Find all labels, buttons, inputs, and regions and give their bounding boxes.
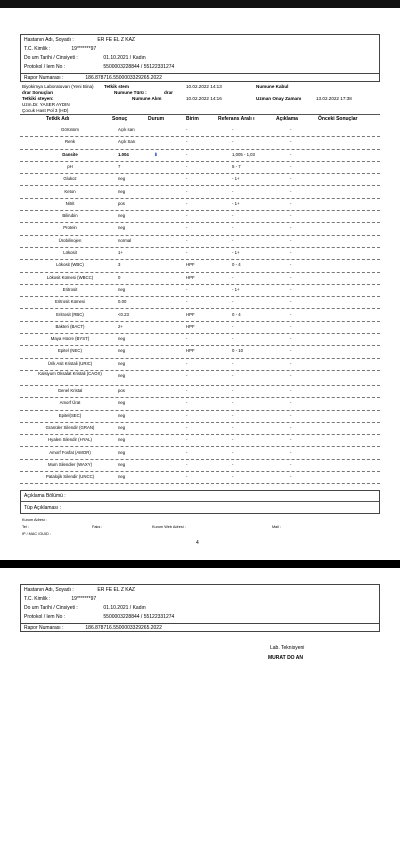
test-result: neg — [118, 461, 126, 467]
table-row — [20, 173, 380, 186]
approval-date: 13.02.2022 17:38 — [316, 96, 352, 101]
test-note: - — [290, 225, 292, 231]
table-row — [20, 161, 380, 174]
table-row — [20, 247, 380, 260]
test-unit: - — [186, 412, 188, 418]
sample-taken-date: 10.02.2022 14:16 — [186, 96, 222, 101]
test-note: - — [290, 461, 292, 467]
test-result: neg — [118, 437, 126, 443]
table-row — [20, 272, 380, 285]
test-note: - — [290, 348, 292, 354]
protocol-value-2: 5500003228844 / 55122331274 — [103, 614, 175, 620]
test-unit: - — [186, 449, 188, 455]
reference-range: - 1+ — [232, 200, 240, 206]
reference-range: - — [232, 461, 234, 467]
test-note: - — [290, 274, 292, 280]
test-note: - — [290, 188, 292, 194]
tetkik-label: Tetkik stem — [104, 84, 129, 89]
patient-info-box-2 — [20, 584, 380, 624]
test-note: - — [290, 373, 292, 378]
test-name: Eritrosit Kümesi — [54, 299, 86, 305]
test-unit: - — [186, 461, 188, 467]
reference-range: 0 - 10 — [232, 348, 243, 354]
test-name: Dansite — [62, 151, 78, 157]
explanation-label: Açıklama Bölümü : — [24, 493, 66, 499]
test-name: Keton — [64, 188, 76, 194]
reference-range: - 1+ — [232, 176, 240, 182]
mail-label: Mail : — [272, 525, 282, 529]
test-unit: HPF — [186, 348, 195, 354]
tube-label: Tüp Açıklaması : — [24, 505, 61, 511]
test-result: 7 — [118, 163, 121, 169]
test-name: Görünüm — [61, 127, 79, 132]
test-result: 1.004 — [118, 151, 129, 157]
web-label: Kurum Web Adresi : — [152, 525, 186, 529]
test-result: neg — [118, 348, 126, 354]
test-name: Nitrit — [65, 200, 75, 206]
technician-title: Lab. Teknisyeni — [270, 645, 305, 651]
test-name: Mum Silendier (WAXY) — [47, 461, 92, 467]
table-row — [20, 149, 380, 162]
test-note: - — [290, 139, 292, 145]
test-result: neg — [118, 373, 126, 378]
test-note: - — [290, 336, 292, 342]
test-result: neg — [118, 360, 126, 366]
report-number: 186.878716.5500003329265.2022 — [85, 75, 162, 81]
test-result: neg — [118, 286, 126, 292]
test-note: - — [290, 388, 292, 393]
table-row — [20, 210, 380, 223]
test-note: - — [290, 163, 292, 169]
patient-name-2: ER FE EL Z KAZ — [97, 587, 135, 593]
table-row — [20, 358, 380, 371]
test-unit: - — [186, 237, 188, 243]
test-name: Lökosit Kümesi (WBCC) — [46, 274, 94, 280]
test-name: Lökosit — [63, 250, 77, 255]
table-row — [20, 136, 380, 149]
dob-label-2: Do um Tarihi / Cinsiyeti : — [24, 605, 78, 611]
test-name: Amorf Ürat — [59, 400, 81, 406]
test-note: - — [290, 176, 292, 182]
status-indicator: ⬇ — [154, 151, 158, 157]
reference-range: - 1+ — [232, 286, 240, 292]
test-name: Protein — [63, 225, 77, 231]
test-name: Hyalen Silendir (HYAL) — [48, 437, 92, 443]
test-result: neg — [118, 336, 126, 342]
reference-range: - — [232, 274, 234, 280]
test-name: Ürobilinojen — [58, 237, 82, 243]
test-name: Epitel (NEC) — [58, 348, 82, 354]
test-note: - — [290, 200, 292, 206]
test-name: Genel Kristal — [57, 388, 83, 393]
table-row — [20, 124, 380, 137]
doctor-name: Uzm.Dr. YASER AYDIN — [22, 102, 70, 107]
test-unit: - — [186, 139, 188, 145]
test-unit: - — [186, 127, 188, 132]
test-result: <0.23 — [118, 311, 129, 317]
results-table-header — [20, 116, 380, 124]
test-note: - — [290, 213, 292, 219]
notes-box — [20, 490, 380, 514]
tc-row — [24, 46, 96, 52]
test-unit: - — [186, 474, 188, 480]
test-name: Glukoz — [63, 176, 77, 182]
reference-range: - — [232, 127, 234, 132]
table-row — [20, 198, 380, 211]
dob-label: Do um Tarihi / Cinsiyeti : — [24, 55, 78, 61]
ip-label: IP / MAC /GUID : — [22, 532, 51, 536]
test-result: 3 — [118, 262, 121, 268]
test-name: Maya Hücre (BYST) — [50, 336, 90, 342]
table-row — [20, 447, 380, 460]
test-result: Açık sarı — [118, 127, 135, 132]
test-name: Bilirubin — [62, 213, 78, 219]
report-number-box — [20, 73, 380, 82]
test-name: Epitel(SEC) — [58, 412, 82, 418]
reference-range: - — [232, 299, 234, 305]
report-number-label-2: Rapor Numarası : — [24, 625, 64, 631]
reference-range: - — [232, 373, 234, 378]
dob-value: 01.10.2021 / Kadın — [103, 55, 146, 61]
report-number-2: 186.878716.5500003329265.2022 — [85, 625, 162, 631]
test-result: normal — [118, 237, 132, 243]
report-number-box-2 — [20, 623, 380, 632]
sample-accept-label: Numune Kabul — [256, 84, 289, 89]
reference-range: - — [232, 400, 234, 406]
table-row — [20, 309, 380, 322]
test-name: Patalojik Silendir (UNCC) — [45, 474, 95, 480]
patient-name-label-2: Hastanın Adı, Soyadı : — [24, 587, 74, 593]
test-name: Renk — [64, 139, 76, 145]
table-row — [20, 471, 380, 484]
table-row — [20, 321, 380, 334]
test-name: Eritrosit (RBC) — [56, 311, 84, 317]
reference-range: - — [232, 437, 234, 443]
table-row — [20, 397, 380, 410]
test-unit: - — [186, 151, 188, 157]
reference-range: - — [232, 474, 234, 480]
test-name: Eritrosit — [62, 286, 78, 292]
results-label: drar Sonuçları — [22, 90, 54, 95]
table-row — [20, 296, 380, 309]
reference-range: - — [232, 225, 234, 231]
test-note: - — [290, 237, 292, 243]
test-unit: HPF — [186, 311, 195, 317]
test-unit: HPF — [186, 262, 195, 268]
test-unit: - — [186, 400, 188, 406]
technician-name: MURAT DO AN — [268, 655, 303, 661]
test-result: pos — [118, 388, 125, 393]
reference-range: - — [232, 213, 234, 219]
reference-range: 1,005 - 1,03 — [232, 151, 255, 157]
test-unit: HPF — [186, 323, 195, 329]
test-note: - — [290, 474, 292, 480]
test-name: pH — [67, 163, 73, 169]
top-border — [0, 0, 400, 8]
test-note: - — [290, 286, 292, 292]
test-note: - — [290, 449, 292, 455]
test-note: - — [290, 250, 292, 255]
test-unit: - — [186, 360, 188, 366]
header-divider — [20, 114, 380, 115]
table-row — [20, 370, 380, 386]
reference-range: - — [232, 412, 234, 418]
dob-value-2: 01.10.2021 / Kadın — [103, 605, 146, 611]
table-row — [20, 410, 380, 423]
test-note: - — [290, 323, 292, 329]
approval-label: Uzman Onay Zamanı — [256, 96, 302, 101]
test-name: Granüler Silendir (GRAN) — [45, 424, 95, 430]
table-row — [20, 235, 380, 248]
protocol-value: 5500003228844 / 55122331274 — [103, 64, 175, 70]
table-row — [20, 459, 380, 472]
test-result: neg — [118, 188, 126, 194]
address-label: Kurum Adresi : — [22, 518, 47, 522]
patient-info-box — [20, 34, 380, 74]
reference-range: - — [232, 323, 234, 329]
test-result: neg — [118, 474, 126, 480]
patient-name-label: Hastanın Adı, Soyadı : — [24, 37, 74, 43]
protocol-row — [24, 64, 174, 70]
reference-range: - — [232, 360, 234, 366]
fax-label: Faks : — [92, 525, 103, 529]
test-result: Açık Sarı — [118, 139, 136, 145]
clinic-name: Çocuk Hast Pol 3 (HD) — [22, 108, 69, 113]
reference-range: - — [232, 237, 234, 243]
test-result: neg — [118, 213, 126, 219]
test-name: Lökosit (WBC) — [56, 262, 84, 268]
test-result: neg — [118, 412, 126, 418]
test-unit: - — [186, 188, 188, 194]
table-row — [20, 259, 380, 272]
reference-range: 0 - 4 — [232, 311, 241, 317]
reference-range: - — [232, 336, 234, 342]
sample-type-label: Numune Türü : — [114, 90, 147, 95]
tc-label-2: T.C. Kimlik : — [24, 596, 51, 602]
col-unit: Birim — [186, 116, 199, 122]
test-note: - — [290, 400, 292, 406]
test-result: neg — [118, 225, 126, 231]
test-unit: - — [186, 336, 188, 342]
test-note: - — [290, 311, 292, 317]
tc-value: 19*******97 — [71, 46, 97, 52]
col-reference: Referans Aralı ı — [218, 116, 255, 122]
table-row — [20, 333, 380, 346]
reference-range: - — [232, 424, 234, 430]
test-unit: - — [186, 299, 188, 305]
col-status: Durum — [148, 116, 165, 122]
test-result: pos — [118, 200, 125, 206]
test-unit: - — [186, 437, 188, 443]
sample-taken-label: Numune Alım — [132, 96, 162, 101]
test-name: Bakteri (BACT) — [55, 323, 85, 329]
test-result: neg — [118, 449, 126, 455]
lab-name: Biyokimya Laboratuvarı (Yeni Bina) — [22, 84, 94, 89]
test-note: - — [290, 262, 292, 268]
test-unit: - — [186, 200, 188, 206]
report-number-label: Rapor Numarası : — [24, 75, 64, 81]
tc-label: T.C. Kimlik : — [24, 46, 51, 52]
table-row — [20, 345, 380, 358]
test-unit: - — [186, 373, 188, 378]
page-number: 4 — [196, 540, 199, 546]
test-note: - — [290, 360, 292, 366]
requester-label: Tetkiki steyen: — [22, 96, 54, 101]
test-name: Kalsiyum Oksalat Kristali (CAOX) — [38, 371, 102, 376]
col-test-name: Tetkik Adı — [46, 116, 70, 122]
test-result: 2+ — [118, 323, 123, 329]
test-unit: HPF — [186, 274, 195, 280]
test-result: 0.00 — [118, 299, 127, 305]
dob-row — [24, 55, 146, 61]
tetkik-date: 10.02.2022 14:13 — [186, 84, 222, 89]
reference-range: - 1+ — [232, 250, 240, 255]
tc-value-2: 19*******97 — [71, 596, 97, 602]
table-row — [20, 385, 380, 398]
table-row — [20, 434, 380, 447]
table-row — [20, 284, 380, 297]
test-name: Ürik Asit Kristali (URIC) — [47, 360, 93, 366]
col-result: Sonuç — [112, 116, 128, 122]
test-unit: - — [186, 250, 188, 255]
col-note: Açıklama — [276, 116, 298, 122]
reference-range: - — [232, 449, 234, 455]
reference-range: - — [232, 139, 234, 145]
test-result: neg — [118, 176, 126, 182]
table-row — [20, 186, 380, 199]
test-note: - — [290, 424, 292, 430]
test-unit: - — [186, 225, 188, 231]
test-note: - — [290, 299, 292, 305]
test-note: - — [290, 127, 292, 132]
test-unit: - — [186, 163, 188, 169]
test-note: - — [290, 151, 292, 157]
reference-range: - — [232, 188, 234, 194]
test-unit: - — [186, 388, 188, 393]
table-row — [20, 222, 380, 235]
test-result: neg — [118, 400, 126, 406]
test-result: 1+ — [118, 250, 123, 255]
test-result: neg — [118, 424, 126, 430]
table-row — [20, 422, 380, 435]
tel-label: Tel : — [22, 525, 29, 529]
test-note: - — [290, 437, 292, 443]
test-result: 0 — [118, 274, 121, 280]
test-unit: - — [186, 213, 188, 219]
reference-range: 5 - 7 — [232, 163, 241, 169]
test-name: Amorf Fosfat (AMOR) — [49, 449, 91, 455]
protocol-label-2: Protokol / lem No : — [24, 614, 66, 620]
test-unit: - — [186, 176, 188, 182]
protocol-label: Protokol / lem No : — [24, 64, 66, 70]
test-unit: - — [186, 424, 188, 430]
report-page-2 — [0, 568, 400, 844]
patient-name: ER FE EL Z KAZ — [97, 37, 135, 43]
reference-range: - — [232, 388, 234, 393]
test-unit: - — [186, 286, 188, 292]
col-previous: Önceki Sonuçlar — [318, 116, 358, 122]
test-note: - — [290, 412, 292, 418]
patient-name-row — [24, 37, 135, 43]
sample-type: drar — [164, 90, 173, 95]
reference-range: 0 - 4 — [232, 262, 241, 268]
